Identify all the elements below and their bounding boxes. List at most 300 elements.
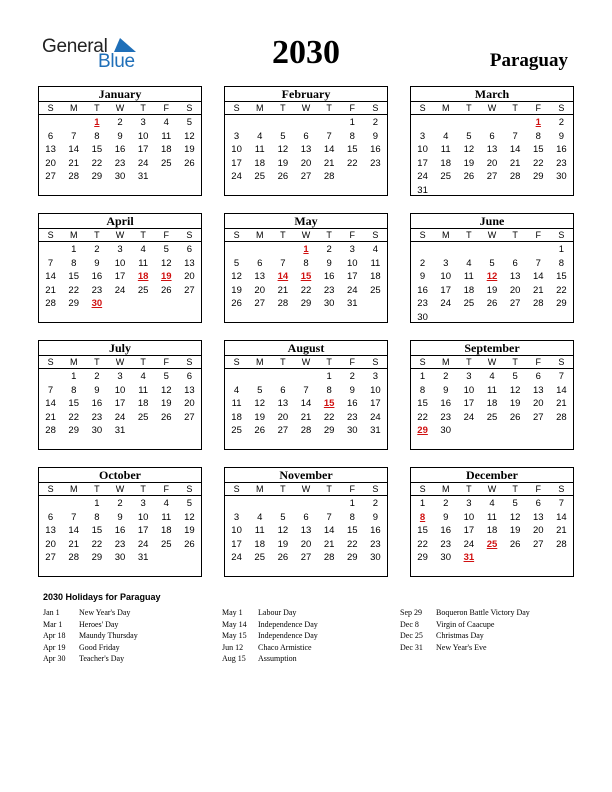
weekday-label: S xyxy=(186,357,193,367)
weekday-label: M xyxy=(255,103,264,113)
month-title: February xyxy=(225,87,387,102)
weekday-label: W xyxy=(301,357,311,367)
day-cell: 9 xyxy=(326,257,332,269)
day-cell: 9 xyxy=(372,130,379,142)
empty-cell xyxy=(294,116,317,130)
day-grid xyxy=(39,242,201,311)
weekday-label: M xyxy=(441,357,450,367)
month-february xyxy=(224,86,388,196)
holiday-day-cell: 15 xyxy=(323,398,335,410)
day-cell: 2 xyxy=(372,498,379,509)
day-cell: 9 xyxy=(372,511,379,523)
day-cell: 18 xyxy=(137,398,149,410)
weekday-header-row xyxy=(411,102,573,115)
day-cell: 3 xyxy=(372,371,379,382)
day-cell: 19 xyxy=(486,284,498,296)
day-cell: 11 xyxy=(487,511,497,523)
weekday-header-row xyxy=(411,356,573,369)
month-title: May xyxy=(225,214,387,229)
day-cell: 30 xyxy=(346,425,358,437)
day-cell: 12 xyxy=(277,144,289,156)
holiday-date: Jan 1 xyxy=(43,608,60,617)
holiday-name: New Year's Day xyxy=(79,608,131,617)
holidays-heading: 2030 Holidays for Paraguay xyxy=(43,592,161,602)
day-cell: 10 xyxy=(440,271,451,283)
day-cell: 22 xyxy=(417,538,428,550)
day-cell: 12 xyxy=(184,130,195,142)
weekday-label: M xyxy=(255,230,264,240)
day-cell: 16 xyxy=(370,144,381,156)
day-cell: 3 xyxy=(117,371,123,382)
day-cell: 21 xyxy=(323,157,335,169)
page-title-year: 2030 xyxy=(272,34,340,71)
day-cell: 16 xyxy=(556,144,567,156)
day-cell: 31 xyxy=(114,425,126,437)
day-cell: 14 xyxy=(323,525,335,537)
day-cell: 12 xyxy=(509,511,521,523)
day-cell: 6 xyxy=(280,384,286,396)
weekday-header-row xyxy=(225,229,387,242)
day-cell: 26 xyxy=(184,157,195,169)
day-cell: 16 xyxy=(114,144,126,156)
weekday-label: T xyxy=(326,103,332,113)
weekday-label: T xyxy=(326,484,332,494)
day-cell: 17 xyxy=(231,157,242,169)
day-cell: 28 xyxy=(556,538,567,550)
day-cell: 22 xyxy=(91,538,103,550)
empty-cell xyxy=(225,116,248,130)
day-cell: 26 xyxy=(254,425,265,437)
day-grid xyxy=(39,369,201,438)
day-cell: 30 xyxy=(323,298,335,310)
day-cell: 3 xyxy=(419,130,426,142)
weekday-label: S xyxy=(47,103,54,113)
weekday-label: F xyxy=(535,230,542,240)
day-cell: 21 xyxy=(556,398,567,410)
holiday-item xyxy=(222,619,318,631)
logo-word-general: General xyxy=(42,36,108,57)
day-cell: 10 xyxy=(231,525,242,537)
day-cell: 18 xyxy=(486,398,498,410)
day-cell: 21 xyxy=(532,284,544,296)
day-cell: 8 xyxy=(558,257,565,269)
holiday-item xyxy=(43,653,138,665)
holiday-day-cell: 30 xyxy=(91,298,103,310)
day-cell: 30 xyxy=(114,171,126,183)
weekday-label: S xyxy=(233,103,240,113)
month-title: January xyxy=(39,87,201,102)
empty-cell xyxy=(225,243,248,257)
weekday-label: S xyxy=(47,484,54,494)
day-cell: 31 xyxy=(137,552,149,564)
day-cell: 9 xyxy=(94,384,100,396)
day-cell: 26 xyxy=(509,538,521,550)
day-cell: 6 xyxy=(489,130,495,142)
day-cell: 6 xyxy=(535,371,541,382)
day-cell: 3 xyxy=(117,244,123,255)
empty-cell xyxy=(504,116,527,130)
day-cell: 12 xyxy=(463,144,475,156)
day-grid xyxy=(411,242,573,325)
holiday-day-cell: 15 xyxy=(300,271,312,283)
weekday-header-row xyxy=(39,229,201,242)
day-cell: 1 xyxy=(94,498,100,509)
day-cell: 19 xyxy=(463,157,475,169)
day-cell: 8 xyxy=(303,257,309,269)
day-cell: 6 xyxy=(303,130,309,142)
day-cell: 27 xyxy=(45,552,56,564)
weekday-label: S xyxy=(186,103,193,113)
weekday-label: F xyxy=(349,484,356,494)
empty-cell xyxy=(62,497,85,511)
day-cell: 19 xyxy=(184,144,195,156)
day-cell: 25 xyxy=(137,411,149,423)
day-cell: 3 xyxy=(443,257,449,269)
day-cell: 15 xyxy=(346,144,358,156)
day-cell: 1 xyxy=(419,371,426,382)
day-cell: 2 xyxy=(326,244,332,255)
month-title: November xyxy=(225,468,387,483)
day-cell: 23 xyxy=(370,538,381,550)
day-cell: 4 xyxy=(466,257,472,269)
day-cell: 21 xyxy=(300,411,312,423)
day-cell: 1 xyxy=(419,498,426,509)
day-cell: 23 xyxy=(440,538,451,550)
day-cell: 17 xyxy=(137,525,149,537)
day-cell: 4 xyxy=(163,498,169,509)
weekday-label: S xyxy=(558,230,565,240)
day-cell: 29 xyxy=(556,298,567,310)
day-cell: 13 xyxy=(45,144,56,156)
day-cell: 9 xyxy=(94,257,100,269)
weekday-label: S xyxy=(558,103,565,113)
empty-cell xyxy=(411,116,434,130)
day-cell: 22 xyxy=(532,157,544,169)
weekday-label: T xyxy=(512,230,518,240)
day-cell: 24 xyxy=(370,411,381,423)
day-cell: 27 xyxy=(254,298,265,310)
day-cell: 14 xyxy=(68,525,79,537)
day-cell: 11 xyxy=(254,144,265,156)
day-cell: 7 xyxy=(326,130,332,142)
weekday-label: S xyxy=(372,357,379,367)
day-cell: 5 xyxy=(163,244,169,255)
empty-cell xyxy=(225,370,248,384)
day-cell: 5 xyxy=(186,117,193,128)
day-cell: 23 xyxy=(91,284,103,296)
day-cell: 2 xyxy=(117,117,123,128)
day-cell: 6 xyxy=(257,257,263,269)
weekday-label: S xyxy=(186,484,193,494)
day-cell: 13 xyxy=(300,525,312,537)
day-cell: 18 xyxy=(254,157,265,169)
day-cell: 1 xyxy=(558,244,565,255)
day-cell: 14 xyxy=(532,271,544,283)
day-cell: 2 xyxy=(94,244,100,255)
day-cell: 31 xyxy=(137,171,149,183)
day-cell: 27 xyxy=(300,171,312,183)
day-cell: 30 xyxy=(440,552,451,564)
day-cell: 5 xyxy=(466,130,472,142)
day-cell: 7 xyxy=(535,257,541,269)
month-title: March xyxy=(411,87,573,102)
day-cell: 11 xyxy=(138,257,149,269)
holiday-day-cell: 8 xyxy=(419,511,426,523)
day-cell: 9 xyxy=(117,511,123,523)
day-cell: 8 xyxy=(349,130,355,142)
holiday-item xyxy=(400,630,530,642)
day-cell: 15 xyxy=(346,525,358,537)
day-cell: 14 xyxy=(509,144,521,156)
day-cell: 24 xyxy=(463,411,475,423)
day-cell: 3 xyxy=(140,498,146,509)
weekday-label: S xyxy=(419,230,426,240)
day-cell: 22 xyxy=(346,538,358,550)
day-cell: 24 xyxy=(137,538,149,550)
holiday-date: Dec 31 xyxy=(400,642,423,652)
day-cell: 11 xyxy=(487,384,497,396)
holiday-date: Dec 8 xyxy=(400,619,419,629)
holiday-item xyxy=(222,653,318,665)
day-cell: 13 xyxy=(184,257,195,269)
day-cell: 8 xyxy=(535,130,541,142)
day-cell: 14 xyxy=(556,384,567,396)
weekday-label: M xyxy=(441,103,450,113)
month-title: April xyxy=(39,214,201,229)
holiday-item xyxy=(43,642,138,654)
day-cell: 3 xyxy=(466,371,472,382)
weekday-label: M xyxy=(69,103,78,113)
day-cell: 29 xyxy=(346,552,358,564)
day-cell: 15 xyxy=(417,398,428,410)
day-cell: 12 xyxy=(160,384,172,396)
day-cell: 10 xyxy=(114,257,126,269)
day-cell: 7 xyxy=(71,511,77,523)
day-cell: 9 xyxy=(443,384,449,396)
day-cell: 25 xyxy=(440,171,451,183)
weekday-label: F xyxy=(349,357,356,367)
day-cell: 16 xyxy=(114,525,126,537)
day-cell: 17 xyxy=(137,144,149,156)
day-cell: 30 xyxy=(440,425,451,437)
day-cell: 5 xyxy=(186,498,193,509)
weekday-label: W xyxy=(487,103,497,113)
day-cell: 25 xyxy=(137,284,149,296)
holiday-item xyxy=(43,607,138,619)
day-cell: 7 xyxy=(558,371,565,382)
day-cell: 28 xyxy=(323,171,335,183)
day-cell: 23 xyxy=(114,538,126,550)
day-cell: 15 xyxy=(556,271,567,283)
day-cell: 21 xyxy=(68,157,79,169)
day-cell: 28 xyxy=(68,552,79,564)
weekday-label: W xyxy=(487,230,497,240)
day-cell: 13 xyxy=(532,384,544,396)
day-cell: 22 xyxy=(91,157,103,169)
holiday-date: Apr 30 xyxy=(43,654,66,663)
day-cell: 25 xyxy=(254,171,265,183)
day-cell: 5 xyxy=(512,371,518,382)
day-cell: 18 xyxy=(231,411,242,423)
day-cell: 8 xyxy=(94,130,100,142)
day-cell: 7 xyxy=(558,498,565,509)
day-cell: 29 xyxy=(417,552,428,564)
weekday-label: S xyxy=(233,357,240,367)
holiday-name: Heroes' Day xyxy=(79,619,119,629)
month-november xyxy=(224,467,388,577)
day-cell: 5 xyxy=(280,511,286,523)
day-cell: 17 xyxy=(417,157,428,169)
day-cell: 28 xyxy=(532,298,544,310)
empty-cell xyxy=(248,243,271,257)
holiday-day-cell: 19 xyxy=(160,271,172,283)
empty-cell xyxy=(434,243,457,257)
day-cell: 17 xyxy=(346,271,358,283)
weekday-header-row xyxy=(39,102,201,115)
holiday-day-cell: 12 xyxy=(486,271,498,283)
day-cell: 27 xyxy=(532,411,544,423)
day-cell: 13 xyxy=(184,384,195,396)
empty-cell xyxy=(504,243,527,257)
day-cell: 29 xyxy=(68,298,79,310)
day-cell: 30 xyxy=(91,425,103,437)
weekday-label: S xyxy=(372,230,379,240)
day-cell: 12 xyxy=(277,525,289,537)
day-cell: 4 xyxy=(443,130,449,142)
day-cell: 5 xyxy=(233,257,240,269)
day-cell: 14 xyxy=(556,511,567,523)
day-cell: 10 xyxy=(231,144,242,156)
holiday-name: Virgin of Caacupe xyxy=(436,619,495,629)
weekday-label: T xyxy=(512,103,518,113)
day-cell: 20 xyxy=(45,157,56,169)
day-cell: 25 xyxy=(486,411,498,423)
weekday-label: F xyxy=(163,357,170,367)
day-cell: 10 xyxy=(463,511,475,523)
holiday-item xyxy=(43,630,138,642)
day-cell: 29 xyxy=(532,171,544,183)
weekday-label: W xyxy=(115,357,125,367)
day-cell: 13 xyxy=(277,398,289,410)
holiday-name: Teacher's Day xyxy=(79,654,125,663)
weekday-label: T xyxy=(94,484,100,494)
holiday-name: New Year's Eve xyxy=(436,642,487,652)
weekday-label: T xyxy=(512,357,518,367)
day-cell: 20 xyxy=(509,284,521,296)
weekday-label: F xyxy=(163,230,170,240)
weekday-label: T xyxy=(466,484,472,494)
day-cell: 16 xyxy=(91,398,103,410)
day-cell: 12 xyxy=(254,398,265,410)
holiday-item xyxy=(400,607,530,619)
empty-cell xyxy=(457,116,480,130)
day-cell: 26 xyxy=(486,298,498,310)
day-cell: 19 xyxy=(277,538,289,550)
weekday-label: M xyxy=(69,230,78,240)
weekday-label: M xyxy=(441,484,450,494)
day-grid xyxy=(225,369,387,438)
day-cell: 5 xyxy=(163,371,169,382)
holiday-column xyxy=(222,607,318,665)
month-title: June xyxy=(411,214,573,229)
day-cell: 28 xyxy=(300,425,312,437)
day-cell: 7 xyxy=(71,130,77,142)
weekday-label: M xyxy=(441,230,450,240)
day-cell: 5 xyxy=(257,384,263,396)
day-cell: 1 xyxy=(349,117,355,128)
day-cell: 18 xyxy=(463,284,475,296)
weekday-label: T xyxy=(280,103,286,113)
day-cell: 16 xyxy=(323,271,335,283)
month-september xyxy=(410,340,574,450)
day-cell: 29 xyxy=(91,171,103,183)
day-cell: 20 xyxy=(277,411,289,423)
day-cell: 24 xyxy=(346,284,358,296)
day-cell: 15 xyxy=(91,144,103,156)
day-cell: 30 xyxy=(417,311,428,323)
day-cell: 27 xyxy=(45,171,56,183)
day-cell: 10 xyxy=(137,130,149,142)
day-cell: 26 xyxy=(160,411,172,423)
day-cell: 14 xyxy=(45,271,56,283)
weekday-label: T xyxy=(512,484,518,494)
holiday-day-cell: 1 xyxy=(94,117,100,128)
empty-cell xyxy=(39,370,62,384)
day-cell: 8 xyxy=(349,511,355,523)
day-cell: 18 xyxy=(440,157,451,169)
weekday-label: S xyxy=(372,484,379,494)
day-cell: 27 xyxy=(509,298,521,310)
day-cell: 19 xyxy=(184,525,195,537)
day-cell: 19 xyxy=(160,398,172,410)
day-cell: 1 xyxy=(326,371,332,382)
day-cell: 19 xyxy=(509,525,521,537)
empty-cell xyxy=(318,116,341,130)
day-cell: 20 xyxy=(254,284,265,296)
day-cell: 15 xyxy=(68,271,79,283)
day-cell: 28 xyxy=(509,171,521,183)
weekday-label: T xyxy=(466,103,472,113)
day-cell: 10 xyxy=(137,511,149,523)
day-cell: 3 xyxy=(349,244,355,255)
weekday-label: T xyxy=(280,230,286,240)
weekday-label: M xyxy=(69,484,78,494)
day-cell: 16 xyxy=(370,525,381,537)
weekday-label: T xyxy=(466,357,472,367)
day-grid xyxy=(39,115,201,184)
day-cell: 7 xyxy=(326,511,332,523)
day-cell: 23 xyxy=(556,157,567,169)
day-cell: 7 xyxy=(512,130,518,142)
day-cell: 24 xyxy=(114,284,126,296)
day-cell: 23 xyxy=(91,411,103,423)
weekday-label: S xyxy=(372,103,379,113)
day-cell: 31 xyxy=(346,298,358,310)
day-grid xyxy=(411,115,573,198)
month-october xyxy=(38,467,202,577)
holiday-column xyxy=(400,607,530,653)
day-cell: 2 xyxy=(94,371,100,382)
day-grid xyxy=(225,496,387,565)
empty-cell xyxy=(39,116,62,130)
day-cell: 25 xyxy=(254,552,265,564)
holiday-day-cell: 18 xyxy=(137,271,149,283)
day-cell: 1 xyxy=(349,498,355,509)
day-cell: 20 xyxy=(184,398,195,410)
holiday-date: Dec 25 xyxy=(400,631,423,640)
logo-word-blue: Blue xyxy=(98,51,135,72)
weekday-label: T xyxy=(94,230,100,240)
